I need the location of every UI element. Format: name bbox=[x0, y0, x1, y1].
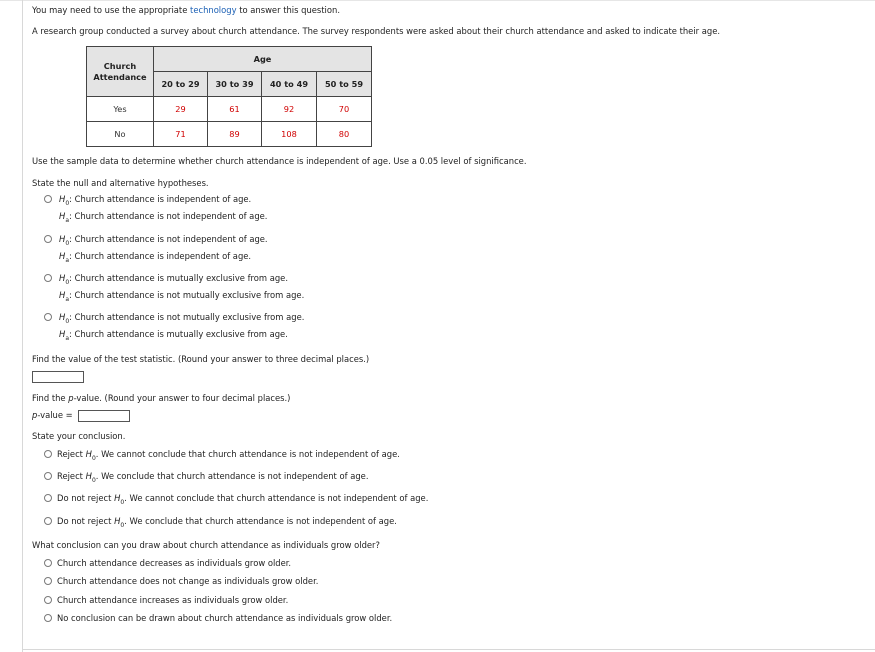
frame-top-border bbox=[0, 0, 875, 1]
ha-symbol: H bbox=[59, 211, 66, 221]
ha-text: : Church attendance is independent of age. bbox=[69, 251, 252, 261]
conclusion-option-1-radio[interactable] bbox=[44, 450, 52, 458]
row-header-cell bbox=[87, 47, 154, 97]
p-value-input[interactable] bbox=[78, 410, 130, 422]
h0-subscript: 0 bbox=[120, 522, 125, 529]
h0-text: : Church attendance is not independent of age. bbox=[69, 234, 268, 244]
h0-symbol: H bbox=[85, 471, 92, 481]
h0-text: : Church attendance is not mutually exclusive from age. bbox=[69, 312, 305, 322]
instruction-text: Use the sample data to determine whether church attendance is independent of age. Use a 0.05 level of significance. bbox=[32, 156, 527, 166]
h0-subscript: 0 bbox=[120, 499, 125, 506]
conclusion-option-3-radio[interactable] bbox=[44, 494, 52, 502]
h0-text: : Church attendance is mutually exclusive from age. bbox=[69, 273, 289, 283]
conclusion-option-3-label[interactable] bbox=[57, 493, 428, 505]
h0-text: : Church attendance is independent of age. bbox=[69, 194, 252, 204]
test-statistic-input[interactable] bbox=[32, 371, 84, 383]
frame-bottom-border bbox=[22, 649, 875, 650]
row-label: No bbox=[87, 122, 154, 147]
column-header: 20 to 29 bbox=[154, 72, 208, 97]
ha-symbol: H bbox=[59, 329, 66, 339]
h0-symbol: H bbox=[114, 493, 121, 503]
hypotheses-prompt: State the null and alternative hypotheses. bbox=[32, 178, 209, 188]
ha-symbol: H bbox=[59, 251, 66, 261]
h0-subscript: 0 bbox=[65, 240, 70, 247]
intro-suffix: to answer this question. bbox=[236, 5, 340, 15]
p-italic: p bbox=[32, 410, 38, 420]
table-cell: 89 bbox=[208, 122, 262, 147]
hypothesis-option-2-ha bbox=[59, 251, 251, 263]
intro-text bbox=[32, 5, 340, 16]
p-value-prompt-prefix: Find the bbox=[32, 393, 69, 403]
p-value-label bbox=[32, 410, 73, 421]
table-cell: 71 bbox=[154, 122, 208, 147]
technology-link[interactable]: technology bbox=[190, 5, 237, 15]
conclusion-pre: Reject bbox=[57, 471, 86, 481]
ha-subscript: a bbox=[65, 296, 69, 303]
ha-text: : Church attendance is not independent of age. bbox=[69, 211, 268, 221]
frame-left-border bbox=[22, 0, 23, 652]
ha-subscript: a bbox=[65, 335, 69, 342]
p-value-label-suffix: -value = bbox=[37, 410, 73, 420]
conclusion-pre: Do not reject bbox=[57, 516, 115, 526]
conclusion-pre: Do not reject bbox=[57, 493, 115, 503]
p-value-prompt bbox=[32, 393, 290, 404]
conclusion-post: . We cannot conclude that church attendance is not independent of age. bbox=[95, 449, 400, 459]
conclusion-option-4-label[interactable] bbox=[57, 516, 397, 528]
hypothesis-option-3-radio[interactable] bbox=[44, 274, 52, 282]
column-header: 30 to 39 bbox=[208, 72, 262, 97]
h0-symbol: H bbox=[59, 234, 66, 244]
table-cell: 29 bbox=[154, 97, 208, 122]
older-option-1-label[interactable]: Church attendance decreases as individuals grow older. bbox=[57, 558, 292, 568]
table-cell: 70 bbox=[317, 97, 372, 122]
table-row bbox=[87, 122, 372, 147]
h0-subscript: 0 bbox=[65, 200, 70, 207]
ha-subscript: a bbox=[65, 257, 69, 264]
hypothesis-option-1-h0[interactable] bbox=[59, 194, 251, 206]
hypothesis-option-2-radio[interactable] bbox=[44, 235, 52, 243]
h0-symbol: H bbox=[59, 312, 66, 322]
hypothesis-option-2-h0[interactable] bbox=[59, 234, 268, 246]
table-cell: 80 bbox=[317, 122, 372, 147]
h0-subscript: 0 bbox=[91, 477, 96, 484]
p-value-prompt-suffix: -value. (Round your answer to four decimal places.) bbox=[73, 393, 291, 403]
h0-subscript: 0 bbox=[65, 279, 70, 286]
older-option-3-label[interactable]: Church attendance increases as individuals grow older. bbox=[57, 595, 289, 605]
conclusion-option-1-label[interactable] bbox=[57, 449, 400, 461]
hypothesis-option-1-radio[interactable] bbox=[44, 195, 52, 203]
h0-symbol: H bbox=[85, 449, 92, 459]
age-group-header: Age bbox=[154, 47, 372, 72]
conclusion-post: . We conclude that church attendance is not independent of age. bbox=[124, 516, 397, 526]
conclusion-option-4-radio[interactable] bbox=[44, 517, 52, 525]
older-prompt: What conclusion can you draw about church attendance as individuals grow older? bbox=[32, 540, 380, 550]
table-cell: 61 bbox=[208, 97, 262, 122]
older-option-2-radio[interactable] bbox=[44, 577, 52, 585]
older-option-1-radio[interactable] bbox=[44, 559, 52, 567]
h0-symbol: H bbox=[59, 194, 66, 204]
older-option-4-radio[interactable] bbox=[44, 614, 52, 622]
conclusion-post: . We conclude that church attendance is not independent of age. bbox=[95, 471, 369, 481]
h0-subscript: 0 bbox=[65, 318, 70, 325]
row-label: Yes bbox=[87, 97, 154, 122]
conclusion-option-2-label[interactable] bbox=[57, 471, 369, 483]
p-italic: p bbox=[68, 393, 74, 403]
conclusion-option-2-radio[interactable] bbox=[44, 472, 52, 480]
table-cell: 92 bbox=[262, 97, 317, 122]
hypothesis-option-4-h0[interactable] bbox=[59, 312, 304, 324]
conclusion-prompt: State your conclusion. bbox=[32, 431, 126, 441]
hypothesis-option-4-ha bbox=[59, 329, 288, 341]
ha-symbol: H bbox=[59, 290, 66, 300]
problem-description: A research group conducted a survey about church attendance. The survey respondents were asked about their church attendance and asked to indicate their age. bbox=[32, 26, 721, 36]
hypothesis-option-3-h0[interactable] bbox=[59, 273, 288, 285]
survey-table bbox=[86, 46, 372, 147]
ha-text: : Church attendance is mutually exclusive from age. bbox=[69, 329, 288, 339]
column-header: 40 to 49 bbox=[262, 72, 317, 97]
older-option-2-label[interactable]: Church attendance does not change as individuals grow older. bbox=[57, 576, 319, 586]
h0-subscript: 0 bbox=[91, 455, 96, 462]
hypothesis-option-4-radio[interactable] bbox=[44, 313, 52, 321]
older-option-4-label[interactable]: No conclusion can be drawn about church attendance as individuals grow older. bbox=[57, 613, 393, 623]
test-statistic-prompt: Find the value of the test statistic. (Round your answer to three decimal places.) bbox=[32, 354, 370, 364]
hypothesis-option-1-ha bbox=[59, 211, 267, 223]
conclusion-post: . We cannot conclude that church attendance is not independent of age. bbox=[124, 493, 429, 503]
hypothesis-option-3-ha bbox=[59, 290, 304, 302]
column-header: 50 to 59 bbox=[317, 72, 372, 97]
h0-symbol: H bbox=[59, 273, 66, 283]
intro-prefix: You may need to use the appropriate bbox=[32, 5, 191, 15]
table-cell: 108 bbox=[262, 122, 317, 147]
ha-text: : Church attendance is not mutually exclusive from age. bbox=[69, 290, 305, 300]
older-option-3-radio[interactable] bbox=[44, 596, 52, 604]
ha-subscript: a bbox=[65, 217, 69, 224]
h0-symbol: H bbox=[114, 516, 121, 526]
conclusion-pre: Reject bbox=[57, 449, 86, 459]
table-row bbox=[87, 97, 372, 122]
row-header-label: Church Attendance bbox=[93, 60, 147, 82]
